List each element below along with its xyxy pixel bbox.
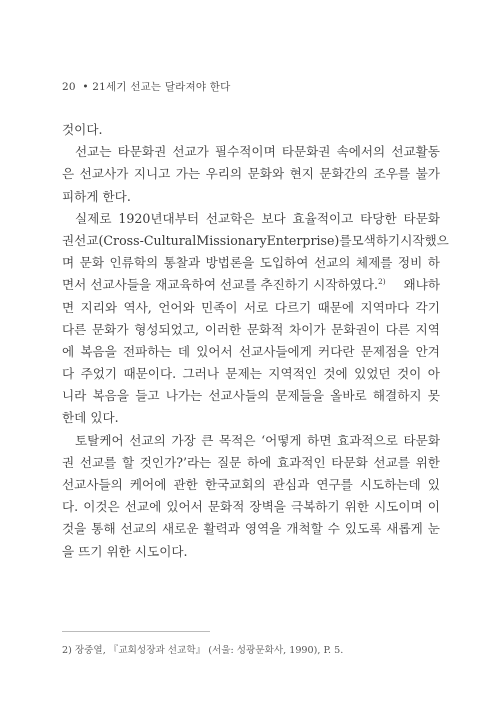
body-word: 있 (427, 477, 440, 492)
body-word: 속에서의 (336, 144, 386, 160)
body-word: 실제로 (75, 210, 112, 226)
body-word: 지니고 (133, 166, 171, 182)
body-line (62, 385, 440, 407)
body-line (62, 252, 440, 274)
body-word: 인류학의 (109, 255, 159, 271)
body-word: 있다. (90, 410, 119, 426)
body-word: 차이가 (289, 321, 326, 337)
body-word: 해결하지 (372, 388, 422, 404)
body-word: 형성되었고, (134, 321, 200, 337)
body-line (62, 208, 440, 230)
body-word: 언어와 (158, 299, 195, 315)
body-word: 선교를 (79, 454, 117, 470)
body-line (62, 186, 440, 208)
running-head (62, 79, 230, 94)
body-word: 한데 (62, 410, 87, 426)
body-word: 에 (62, 343, 75, 359)
body-word: 활력과 (203, 521, 240, 537)
body-word: 것에 (323, 366, 348, 382)
body-word: 시작하였다.$^{2)}$ (313, 277, 386, 293)
body-word: 선교를 (373, 454, 410, 470)
body-word: 것인가?’라는 (139, 454, 212, 470)
body-line (62, 407, 440, 429)
body-word: 방법론을 (205, 255, 255, 271)
body-word: 개척할 (286, 521, 323, 537)
body-word: 새로운 (162, 521, 199, 537)
body-word: 케어에 (129, 477, 167, 492)
body-word: 다른 (385, 321, 410, 337)
body-word: 안겨 (415, 343, 440, 359)
footnote-divider (62, 631, 210, 632)
body-line (62, 119, 440, 141)
body-word: 정비 (397, 255, 423, 271)
body-word: 보다 (261, 210, 286, 226)
body-word: 할 (121, 454, 135, 470)
body-word: 것이 (396, 366, 422, 382)
body-word: 효과적인 (276, 454, 326, 470)
body-word: 하 (427, 255, 440, 271)
page-number: 20 (62, 81, 76, 93)
body-word: 며 (62, 255, 75, 271)
body-word: 현지 (289, 166, 314, 182)
body-word: 선교사들의 (62, 477, 123, 492)
body-word: 지역마다 (360, 299, 410, 315)
body-word: 선교(Cross-Cultural (74, 232, 197, 248)
body-word: 다 (62, 366, 75, 382)
body-line (62, 518, 440, 540)
body-word: 선교는 (75, 144, 112, 160)
body-word: 효과적으로 (337, 432, 398, 448)
body-word: 문제들을 (275, 388, 325, 404)
body-word: 새롭게 (386, 521, 423, 537)
body-word: 한국교회의 (204, 477, 266, 492)
body-word: 통해 (91, 521, 116, 537)
body-word: 타당한 (360, 210, 397, 226)
body-line (62, 363, 440, 385)
body-word: 위한 (415, 454, 440, 470)
body-line (62, 297, 440, 319)
body-word: 선교가 (172, 144, 209, 160)
body-word: 1920년대부터 (118, 210, 200, 226)
body-word: 한다. (102, 188, 131, 204)
body-word: 역사, (123, 299, 152, 315)
running-head-title: 21세기 선교는 달라져야 한다 (92, 81, 231, 93)
body-word: 문화와 (247, 166, 285, 182)
body-word: 니라 (62, 388, 87, 404)
body-word: 선교사가 (79, 166, 129, 182)
body-word: 있도록 (344, 521, 382, 537)
body-word: 있었던 (354, 366, 391, 382)
body-word: 커다란 (318, 343, 355, 359)
body-word: 아 (427, 366, 440, 382)
body-word: 지역 (415, 321, 440, 337)
running-head-bullet: • (82, 81, 89, 93)
body-word: 권 (62, 454, 75, 470)
body-word: 은 (62, 166, 75, 182)
body-word: 장벽을 (249, 499, 286, 515)
body-word: 타문화권 (117, 144, 167, 160)
body-word: 데 (177, 343, 191, 359)
body-word: 들고 (135, 388, 160, 404)
body-word: 문제점을 (360, 343, 410, 359)
body-word: 선교의 (120, 521, 158, 537)
body-line (62, 274, 440, 296)
footnote-reference: 2) (378, 277, 386, 287)
body-word: 문제는 (225, 366, 262, 382)
body-word: 것을 (62, 521, 87, 537)
body-word: 선교의 (129, 432, 166, 448)
body-word: 그러나 (182, 366, 220, 382)
body-word: 시도이다. (134, 543, 188, 559)
body-word: 문화가 (92, 321, 129, 337)
body-word: 선교활동 (391, 144, 440, 160)
body-line (62, 474, 440, 496)
body-line (62, 163, 440, 185)
body-word: 있어서 (166, 499, 203, 515)
body-word: 시도하는데 (359, 477, 421, 492)
body-word: 타문화 (331, 454, 368, 470)
body-word: 각기 (415, 299, 440, 315)
body-word: 있어서 (196, 343, 233, 359)
body-word: 시도이며 (374, 499, 423, 515)
body-word: 면 (62, 299, 75, 315)
body-word: 이것은 (83, 499, 120, 515)
body-word: 이러한 (204, 321, 242, 337)
body-word: 왜냐하 (403, 277, 440, 293)
body-line (62, 230, 449, 252)
body-word: 타문화 (403, 210, 440, 226)
body-word: 피하게 (62, 188, 99, 204)
body-word: 도입하여 (259, 255, 309, 271)
body-line (62, 141, 440, 163)
body-word: 수 (327, 521, 340, 537)
body-word: 타문화권 (281, 144, 331, 160)
body-word: 때문이다. (123, 366, 177, 382)
body-word: 올바로 (330, 388, 367, 404)
body-word: 문화권이 (331, 321, 380, 337)
body-word: 못 (427, 388, 440, 404)
body-word: 가는 (175, 166, 201, 182)
body-word: 영역을 (244, 521, 282, 537)
body-word: 위한 (106, 543, 131, 559)
body-word: 타문화 (403, 432, 440, 448)
body-word: 관한 (173, 477, 198, 492)
body-line (62, 541, 440, 563)
body-word: 다른 (62, 321, 87, 337)
body-word: 때문에 (317, 299, 355, 315)
body-word: 가장 (171, 432, 196, 448)
body-word: 지리와 (80, 299, 118, 315)
body-word: 재교육하여 (155, 277, 216, 293)
body-word: 불가 (415, 166, 440, 182)
body-line (62, 319, 440, 341)
body-word: 선교사들에게 (238, 343, 312, 359)
body-word: 선교에 (124, 499, 162, 515)
body-word: 시작했으 (400, 232, 449, 248)
body-word: 체제를 (355, 255, 393, 271)
body-word: 나가는 (165, 388, 203, 404)
body-word: 하면 (307, 432, 332, 448)
body-word: 필수적이며 (214, 144, 276, 160)
body-word: 모색하기 (351, 232, 401, 248)
body-word: 효율적이고 (292, 210, 354, 226)
body-word: 선교사들을 (90, 277, 152, 293)
body-word: 큰 (201, 432, 214, 448)
body-word: 을 (62, 543, 75, 559)
body-word: ‘어떻게 (261, 432, 302, 448)
body-word: Missionary (196, 232, 267, 248)
body-word: 문화간의 (319, 166, 369, 182)
body-word: 하에 (246, 454, 272, 470)
body-word: 관심과 (272, 477, 310, 492)
footnote: 2) 장중열, 『교회성장과 선교학』 (서울: 성광문화사, 1990), P. 5. (62, 645, 344, 656)
body-word: 선교를 (220, 277, 257, 293)
body-word: 선교학은 (205, 210, 255, 226)
body-word: 다. (62, 499, 79, 515)
body-word: 민족이 (201, 299, 238, 315)
body-word: 다르기 (274, 299, 312, 315)
body-word: 통찰과 (163, 255, 201, 271)
body-word: 면서 (62, 277, 87, 293)
body-word: 추진하기 (260, 277, 310, 293)
body-word: 이 (427, 499, 440, 515)
body-word: 선교의 (313, 255, 351, 271)
body-word: 토탈케어 (75, 432, 124, 448)
body-word: 위한 (344, 499, 370, 515)
body-line (62, 452, 440, 474)
body-word: 문화적 (207, 499, 245, 515)
body-word: 지역적인 (268, 366, 317, 382)
body-word: 문화적 (246, 321, 284, 337)
body-word: 뜨기 (78, 543, 103, 559)
body-line (62, 430, 440, 452)
body-word: 것이다. (62, 122, 103, 137)
body-word: 질문 (217, 454, 242, 470)
body-line (62, 496, 440, 518)
body-word: 목적은 (219, 432, 256, 448)
body-word: 복음을 (80, 343, 117, 359)
body-word: Enterprise)를 (266, 232, 352, 248)
body-word: 연구를 (316, 477, 353, 492)
body-word: 조우를 (373, 166, 411, 182)
body-word: 선교사들의 (208, 388, 270, 404)
body-word: 주었기 (80, 366, 118, 382)
body-word: 문화 (79, 255, 104, 271)
body-word: 우리의 (205, 166, 243, 182)
body-text (62, 119, 449, 563)
body-word: 복음을 (92, 388, 130, 404)
body-word: 서로 (243, 299, 269, 315)
body-word: 전파하는 (123, 343, 172, 359)
body-word: 극복하기 (290, 499, 340, 515)
body-word: 권 (62, 232, 75, 248)
body-word: 눈 (427, 521, 440, 537)
body-line (62, 341, 440, 363)
